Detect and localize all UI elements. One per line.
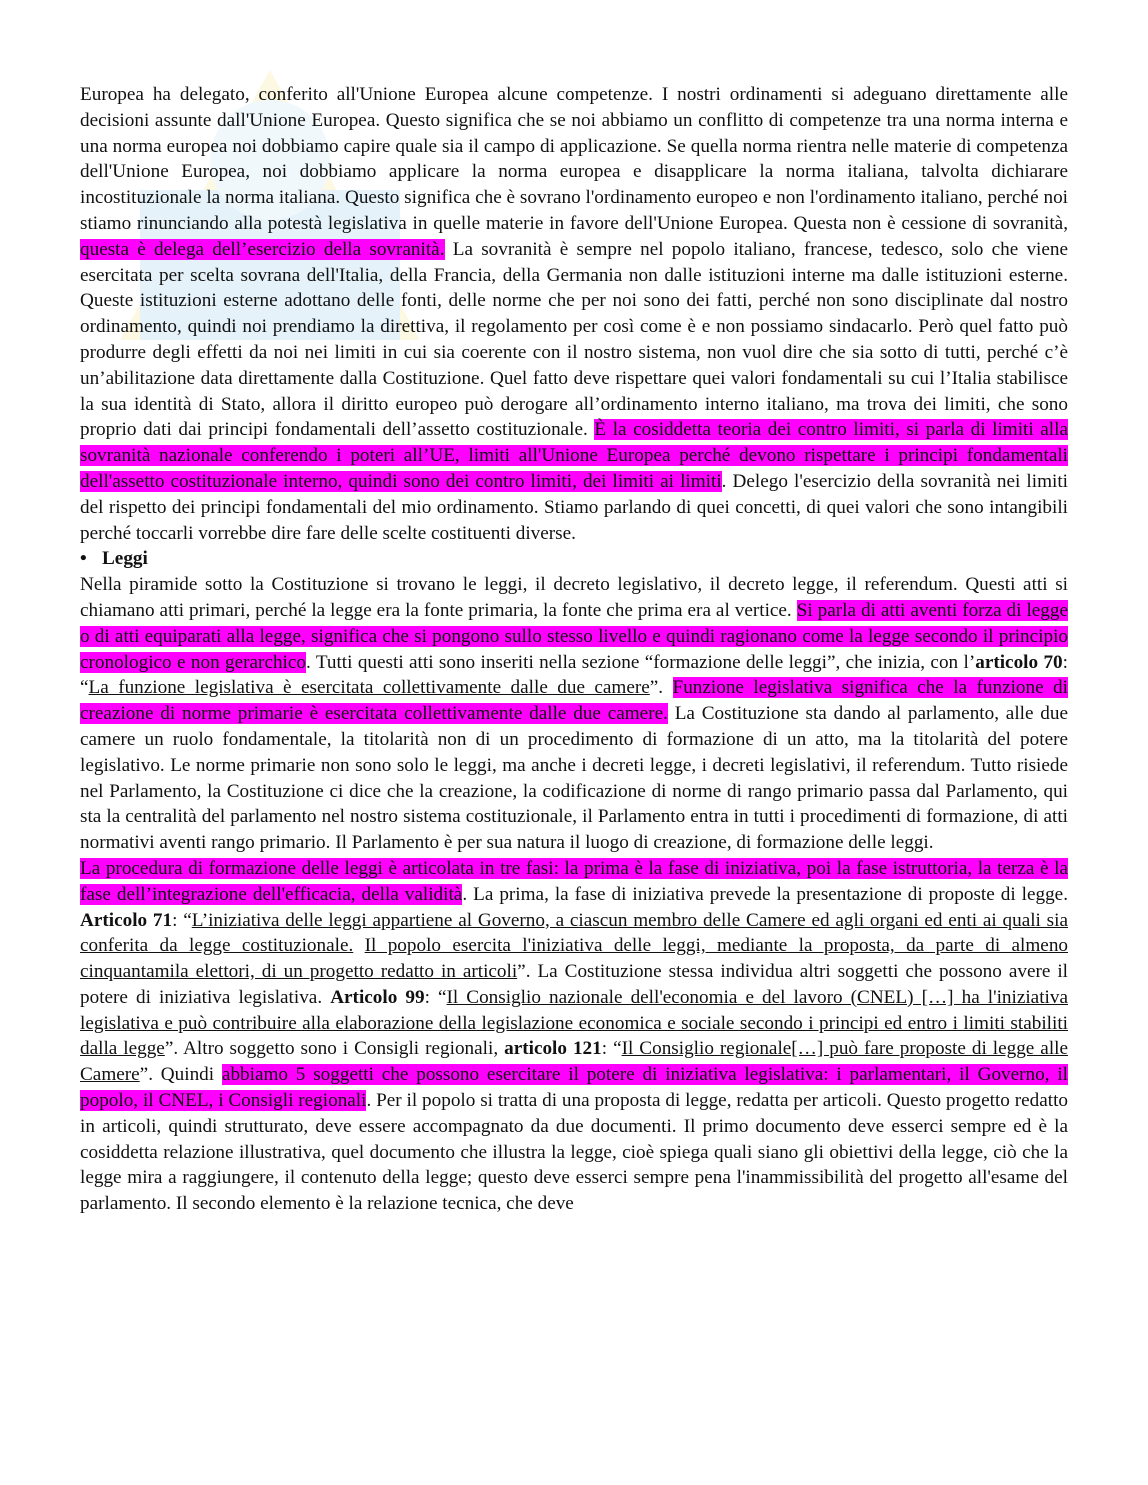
p1-text-run: Europea ha delegato, conferito all'Unione Europea alcune competenze. I nostri ordinamenti si adeguano direttamente alle decisioni assunte dall'Unione Europea. Questo significa che se noi abbiamo un conflitto di competenze tra una norma interna e una norma europea noi dobbiamo capire quale sia il campo di applicazione. Se quella norma rientra nelle materie di competenza dell'Unione Europea, noi dobbiamo applicare la norma europea e disapplicare la norma italiana, talvolta dichiarare incostituzionale la norma italiana. Questo significa che è sovrano l'ordinamento europeo e non l'ordinamento italiano, perché noi stiamo rinunciando alla potestà legislativa in quelle materie in favore dell'Unione Europea. Questa non è cessione di sovranità, <box>80 84 1068 234</box>
p2-text-run: Nella piramide sotto la Costituzione si trovano le leggi, il decreto legislativo, il decreto legge, il referendum. Questi atti si chiamano atti primari, perché la legge era la fonte primaria, la fonte che prima era al vertice. <box>80 574 1068 621</box>
p3-text-run: Articolo 71 <box>80 909 173 931</box>
p2-text-run: : “ <box>80 651 1068 699</box>
p3-text-run <box>353 935 364 956</box>
p3-text-run: . La prima, la fase di iniziativa prevede la presentazione di proposte di legge. <box>462 883 1068 905</box>
p1-text-run: . Delego l'esercizio della sovranità nei limiti del rispetto dei principi fondamentali del mio ordinamento. Stiamo parlando di quei concetti, di quei valori che sono intangibili perché toccarli vorrebbe dire fare delle scelte costituenti diverse. <box>80 470 1068 544</box>
p2-text-run: La Costituzione sta dando al parlamento, alle due camere un ruolo fondamentale, la titolarità non di un procedimento di formazione di un atto, ma la titolarità del potere legislativo. Le norme primarie non sono solo le leggi, ma anche i decreti legge, i decreti legislativi, il referendum. Tutto risiede nel Parlamento, la Costituzione ci dice che la creazione, la codificazione di norme di rango primario passa dal Parlamento, qui sta la centralità del parlamento nel nostro sistema costituzionale, il Parlamento entra in tutti i procedimenti di formazione, di atti normativi aventi rango primario. Il Parlamento è per sua natura il luogo di creazione, di formazione delle leggi. <box>80 703 1068 854</box>
section-heading-leggi <box>80 546 1068 572</box>
p3-text-run: : “ <box>172 909 192 931</box>
p3-text-run: Il Consiglio regionale[…] può fare proposte di legge alle Camere <box>80 1038 1069 1086</box>
p2-text-run: articolo 70 <box>975 651 1063 673</box>
p2-text-run: . Tutti questi atti sono inseriti nella sezione “formazione delle leggi”, che inizia, con l’ <box>306 651 976 673</box>
p2-text-run: Funzione legislativa significa che la funzione di creazione di norme primarie è esercitata collettivamente dalle due camere. <box>80 677 1068 725</box>
p2-text-run: Si parla di atti aventi forza di legge o di atti equiparati alla legge, significa che si pongono sullo stesso livello e quindi ragionano come la legge secondo il principio cronologico e non gerarchico <box>80 599 1069 673</box>
p3-text-run: ”. Altro soggetto sono i Consigli regionali, <box>164 1038 505 1060</box>
paragraph-contro-limiti <box>80 82 1068 546</box>
p3-text-run: : “ <box>424 986 447 1008</box>
document-page <box>80 82 1068 1217</box>
p3-text-run: Il popolo esercita l'iniziativa delle leggi, mediante la proposta, da parte di almeno cinquantamila elettori, di un progetto redatto in articoli <box>80 935 1069 983</box>
paragraph-leggi <box>80 572 1068 856</box>
p3-text-run: ”. Quindi <box>139 1064 222 1086</box>
p3-text-run: L’iniziativa delle leggi appartiene al Governo, a ciascun membro delle Camere ed agli organi ed enti ai quali sia conferita da legge costituzionale. <box>80 909 1068 957</box>
p3-text-run: articolo 121 <box>504 1038 602 1060</box>
p2-text-run: La funzione legislativa è esercitata collettivamente dalle due camere <box>88 677 650 699</box>
paragraph-procedura <box>80 856 1068 1217</box>
p3-text-run: Articolo 99 <box>330 986 425 1008</box>
p1-text-run: La sovranità è sempre nel popolo italiano, francese, tedesco, solo che viene esercitata per scelta sovrana dell'Italia, della Francia, della Germania non dalle istituzioni interne ma dalle istituzioni esterne. Queste istituzioni esterne adottano delle fonti, delle norme che per noi sono dei fatti, perché non sono disciplinate dal nostro ordinamento, quindi noi prendiamo la direttiva, il regolamento per così come è e non possiamo sindacarlo. Però quel fatto può produrre degli effetti da noi nei limiti in cui sia coerente con il nostro sistema, non vuol dire che sia sotto di tutti, perché c’è un’abilitazione data direttamente dalla Costituzione. Quel fatto deve rispettare quei valori fondamentali su cui l’Italia stabilisce la sua identità di Stato, allora il diritto europeo può derogare all’ordinamento interno italiano, ma trova dei limiti, che sono proprio dati dai principi fondamentali dell’assetto costituzionale. <box>80 238 1068 441</box>
p1-text-run: questa è delega dell’esercizio della sovranità. <box>80 238 445 260</box>
p3-text-run: Il Consiglio nazionale dell'economia e del lavoro (CNEL) […] ha l'iniziativa legislativa e può contribuire alla elaborazione della legislazione economica e sociale secondo i principi ed entro i limiti stabiliti dalla legge <box>80 986 1068 1060</box>
p3-text-run: : “ <box>601 1038 622 1060</box>
p2-text-run: ”. <box>649 677 673 699</box>
p3-text-run: . Per il popolo si tratta di una proposta di legge, redatta per articoli. Questo progetto redatto in articoli, quindi strutturato, deve essere accompagnato da due documenti. Il primo documento deve esserci sempre ed è la cosiddetta relazione illustrativa, quel documento che illustra la legge, cioè spiega quali siano gli obiettivi della legge, ciò che la legge mira a raggiungere, il contenuto della legge; questo deve esserci sempre pena l'inammissibilità del progetto all'esame del parlamento. Il secondo elemento è la relazione tecnica, che deve <box>80 1090 1068 1215</box>
section-heading-text: Leggi <box>102 548 148 570</box>
p3-text-run: La procedura di formazione delle leggi è articolata in tre fasi: la prima è la fase di iniziativa, poi la fase istruttoria, la terza è la fase dell’integrazione dell'efficacia, della validità <box>80 857 1068 905</box>
bullet-icon: • <box>80 548 87 570</box>
p3-text-run: abbiamo 5 soggetti che possono esercitare il potere di iniziativa legislativa: i parlamentari, il Governo, il popolo, il CNEL, i Consigli regionali <box>80 1064 1068 1112</box>
p1-text-run: È la cosiddetta teoria dei contro limiti, si parla di limiti alla sovranità nazionale conferendo i poteri all’UE, limiti all'Unione Europea perché devono rispettare i principi fondamentali dell'assetto costituzionale interno, quindi sono dei contro limiti, dei limiti ai limiti <box>80 419 1068 492</box>
p3-text-run: ”. La Costituzione stessa individua altri soggetti che possono avere il potere di iniziativa legislativa. <box>80 961 1068 1008</box>
